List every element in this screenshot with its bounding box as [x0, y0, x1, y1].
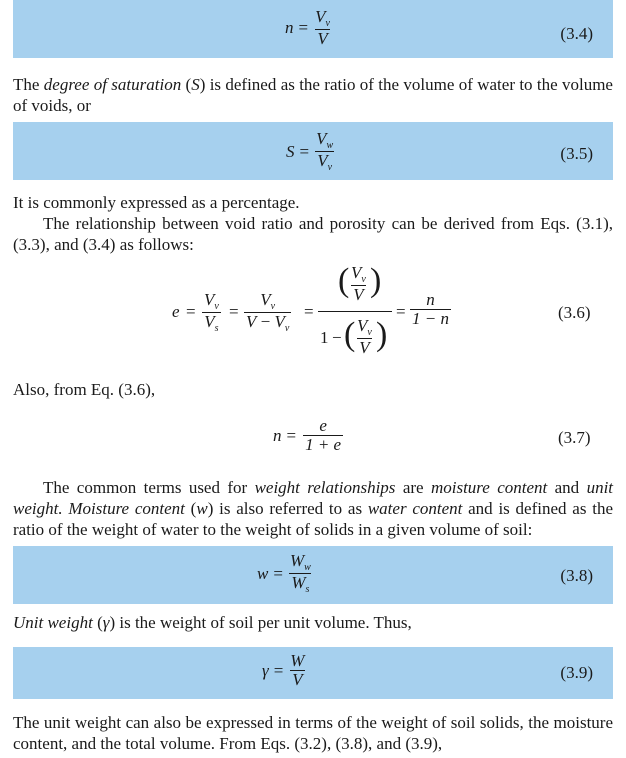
- equation-3-9: γ = $\frac{W}{V}$: [262, 651, 305, 689]
- equation-number: (3.4): [560, 24, 593, 43]
- equation-number: (3.5): [560, 144, 593, 163]
- equation-number: (3.9): [560, 663, 593, 682]
- eq-equals: =: [299, 141, 310, 161]
- paragraph-unit-weight-expressed: The unit weight can also be expressed in terms of the weight of soil solids, the moisture content, and the total volume. From Eqs. (3.2), (3.8), and (3.9),: [13, 713, 613, 753]
- equation-box-3-4: [13, 0, 613, 58]
- equation-box-3-9: [13, 647, 613, 699]
- eq-lhs: S: [286, 141, 295, 161]
- equation-3-8: w = $\frac{W_w}{W_s}$: [257, 551, 311, 595]
- equation-3-7: n = $\frac{e}{1 + e}$: [273, 416, 342, 454]
- equation-number: (3.6): [558, 303, 591, 322]
- equation-3-5: [286, 130, 335, 173]
- paragraph-weight-relationships: The common terms used for weight relationships are moisture content and unit weight. Moisture content (w) is also referred to as water content and is defined as the ratio of the weight of water to the weight of solids in a given volume of soil:: [13, 478, 614, 539]
- equation-number: (3.7): [558, 428, 591, 447]
- denominator: V: [317, 29, 328, 48]
- fraction-vv-v-minus-vv: $\frac{V_v}{V - V_v}$: [246, 290, 290, 334]
- numerator-subscript: v: [325, 18, 330, 29]
- fraction-vv-vs: $\frac{V_v}{V_s}$: [204, 290, 219, 334]
- paragraph-also-from: Also, from Eq. (3.6),: [13, 380, 156, 399]
- equation-number: (3.8): [560, 566, 593, 585]
- paragraph-void-ratio-porosity: The relationship between void ratio and porosity can be derived from Eqs. (3.1), (3.3), and (3.4) as follows:: [13, 214, 613, 254]
- equation-3-4: [285, 8, 332, 48]
- eq-equals: =: [298, 18, 309, 37]
- numerator: V: [315, 7, 326, 26]
- paragraph-degree-of-saturation: The degree of saturation (S) is defined as the ratio of the volume of water to the volume of voids, or: [13, 75, 613, 115]
- eq-lhs: n: [285, 18, 294, 37]
- paragraph-unit-weight: Unit weight (γ) is the weight of soil per unit volume. Thus,: [13, 613, 412, 632]
- equation-3-6: e = $\frac{V_v}{V_s}$ = $\frac{V_v}{V - V_v}$ = ( $\frac{V_v}{V}$ ) 1 − ( $\frac{V_v}{V}$ ) = $\frac{n}{1 - n}$: [172, 262, 472, 362]
- paragraph-percentage: It is commonly expressed as a percentage.: [13, 193, 300, 212]
- compound-fraction: ( $\frac{V_v}{V}$ ) 1 − ( $\frac{V_v}{V}$ ): [318, 262, 392, 362]
- fraction: [313, 8, 332, 48]
- equation-box-3-8: [13, 546, 613, 604]
- equation-box-3-5: [13, 122, 613, 180]
- fraction-n-one-minus-n: $\frac{n}{1 - n}$: [412, 290, 449, 328]
- fraction: $\frac{V_w}{V_v}$: [316, 129, 334, 173]
